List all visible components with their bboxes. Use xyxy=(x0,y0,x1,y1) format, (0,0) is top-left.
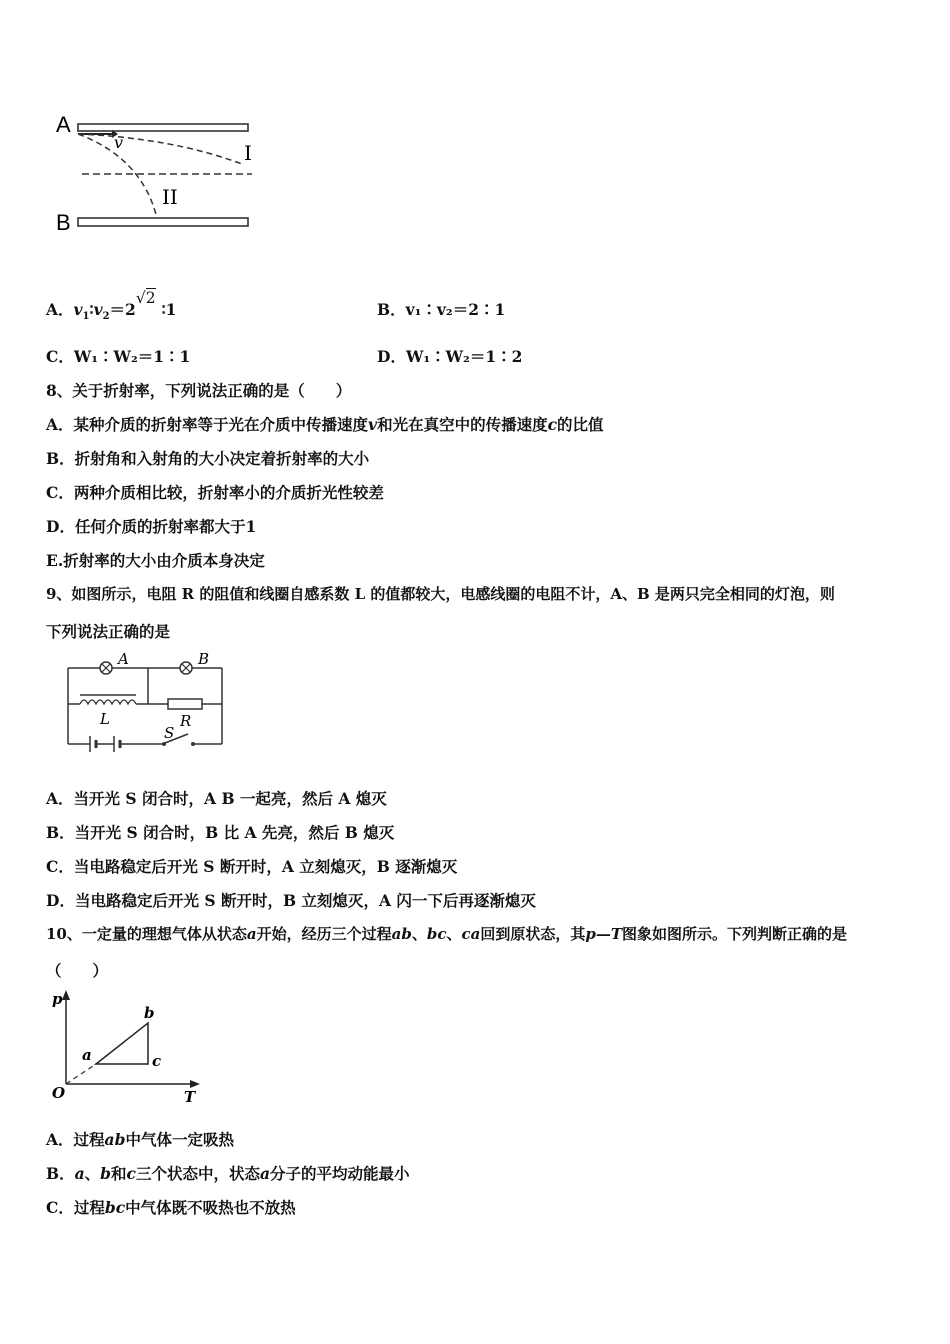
state-c-label: c xyxy=(152,1052,162,1070)
q7-option-c: C．W₁∶W₂＝1∶1 xyxy=(46,347,191,366)
state-b-label: b xyxy=(144,1004,155,1022)
velocity-label: v xyxy=(114,133,124,152)
state-a-label: a xyxy=(82,1046,92,1064)
circuit-figure xyxy=(60,648,235,758)
pt-graph xyxy=(46,988,206,1106)
q8-option-c: C．两种介质相比较，折射率小的介质折光性较差 xyxy=(46,483,384,502)
q10-option-a: A．过程ab中气体一定吸热 xyxy=(46,1130,234,1149)
lamp-b-label: B xyxy=(198,650,210,668)
q8-option-a: A．某种介质的折射率等于光在介质中传播速度v和光在真空中的传播速度c的比值 xyxy=(46,415,604,434)
plates-figure xyxy=(52,108,272,238)
plate-a xyxy=(78,124,248,131)
plate-a-label: A xyxy=(56,112,71,137)
q8-stem: 8、关于折射率，下列说法正确的是（ ） xyxy=(46,381,352,400)
lamp-a-label: A xyxy=(118,650,129,668)
p-axis-label: p xyxy=(52,990,63,1008)
q8-option-b: B．折射角和入射角的大小决定着折射率的大小 xyxy=(46,449,370,468)
q9-option-b: B．当开光 S 闭合时，B 比 A 先亮，然后 B 熄灭 xyxy=(46,823,395,842)
plate-b-label: B xyxy=(56,210,71,235)
lamp-a xyxy=(100,662,112,674)
q10-option-b: B．a、b和c三个状态中，状态a分子的平均动能最小 xyxy=(46,1164,410,1183)
q9-stem-line2: 下列说法正确的是 xyxy=(46,622,171,641)
q9-option-d: D．当电路稳定后开光 S 断开时，B 立刻熄灭，A 闪一下后再逐渐熄灭 xyxy=(46,891,536,910)
resistor-label: R xyxy=(180,712,192,730)
q9-option-c: C．当电路稳定后开光 S 断开时，A 立刻熄灭，B 逐渐熄灭 xyxy=(46,857,458,876)
t-axis-label: T xyxy=(184,1088,196,1106)
coil-label: L xyxy=(100,710,110,728)
q10-option-c: C．过程bc中气体既不吸热也不放热 xyxy=(46,1198,296,1217)
switch-label: S xyxy=(164,724,175,742)
q7-option-d: D．W₁∶W₂＝1∶2 xyxy=(377,347,523,366)
q9-option-a: A．当开光 S 闭合时，A B 一起亮，然后 A 熄灭 xyxy=(46,789,387,808)
plate-b xyxy=(78,218,248,226)
extension-line xyxy=(66,1064,96,1084)
q8-option-e: E.折射率的大小由介质本身决定 xyxy=(46,551,265,570)
q10-stem-line1: 10、一定量的理想气体从状态a开始，经历三个过程ab、bc、ca回到原状态，其p—T图象如图所示。下列判断正确的是 xyxy=(46,925,848,943)
inductor-coil xyxy=(80,695,136,704)
cycle-triangle xyxy=(96,1023,148,1064)
path-ii-label: II xyxy=(162,185,178,209)
q7-option-b: B．v₁∶v₂＝2∶1 xyxy=(377,300,506,319)
resistor xyxy=(168,699,202,709)
path-i-label: I xyxy=(244,141,252,165)
battery xyxy=(90,736,120,752)
q10-stem-line2: （ ） xyxy=(46,961,109,980)
lamp-b xyxy=(180,662,192,674)
q9-stem-line1: 9、如图所示，电阻 R 的阻值和线圈自感系数 L 的值都较大，电感线圈的电阻不计，A、B 是两只完全相同的灯泡，则 xyxy=(46,585,835,603)
origin-label: O xyxy=(52,1084,66,1102)
trajectory-i xyxy=(78,134,242,164)
q7-option-a: A．$v_1∶v_2=2√2∶1$ xyxy=(46,289,177,323)
sqrt-two: √2 xyxy=(135,289,156,307)
q8-option-d: D．任何介质的折射率都大于1 xyxy=(46,517,257,536)
